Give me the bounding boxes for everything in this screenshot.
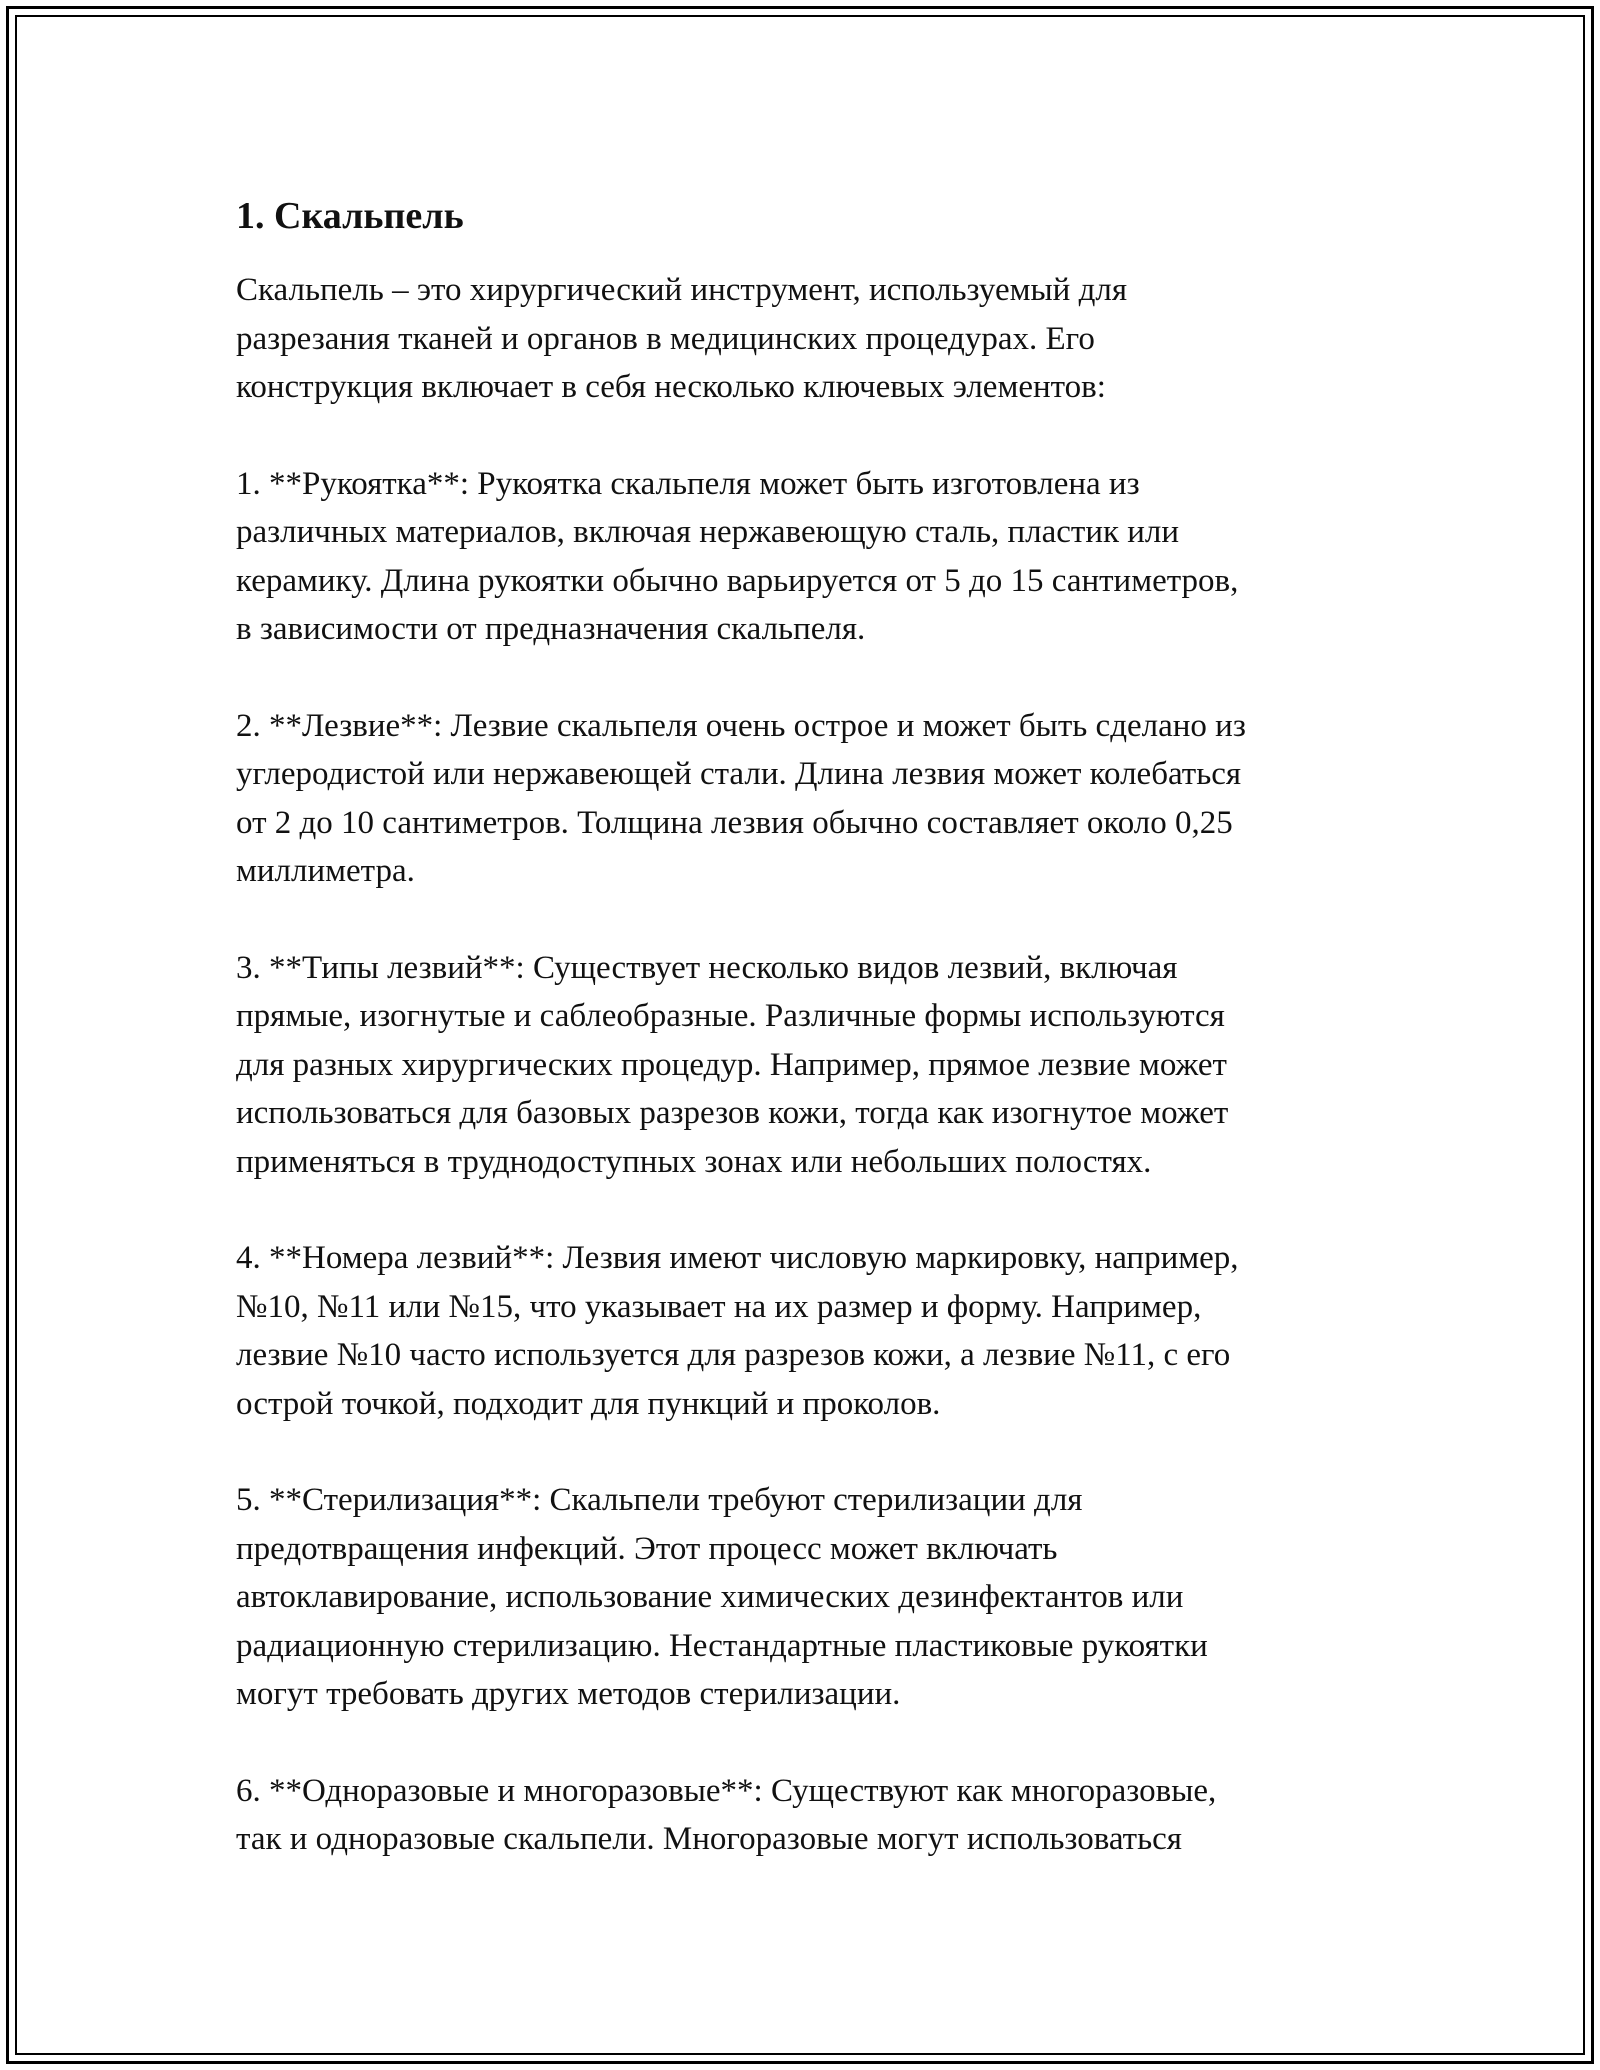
text-line: использоваться для базовых разрезов кожи, тогда как изогнутое может [236, 1095, 1229, 1131]
text-line: 6. **Одноразовые и многоразовые**: Существуют как многоразовые, [236, 1772, 1217, 1809]
text-line: так и одноразовые скальпели. Многоразовые могут использоваться [236, 1821, 1182, 1857]
list-item-handle [236, 460, 1416, 654]
section-heading: 1. Скальпель [236, 195, 464, 237]
text-line: различных материалов, включая нержавеющую сталь, пластик или [236, 514, 1180, 550]
text-line: керамику. Длина рукоятки обычно варьируется от 5 до 15 сантиметров, [236, 562, 1239, 599]
text-line: 2. **Лезвие**: Лезвие скальпеля очень острое и может быть сделано из [236, 707, 1246, 744]
text-line: углеродистой или нержавеющей стали. Длина лезвия может колебаться [236, 756, 1242, 792]
text-line: лезвие №10 часто используется для разрезов кожи, а лезвие №11, с его [236, 1337, 1231, 1373]
text-line: 3. **Типы лезвий**: Существует несколько видов лезвий, включая [236, 949, 1178, 986]
text-line: от 2 до 10 сантиметров. Толщина лезвия обычно составляет около 0,25 [236, 804, 1233, 841]
text-line: 5. **Стерилизация**: Скальпели требуют стерилизации для [236, 1482, 1083, 1518]
text-line: 4. **Номера лезвий**: Лезвия имеют числовую маркировку, например, [236, 1240, 1239, 1276]
list-item-blade [236, 702, 1416, 896]
text-line: разрезания тканей и органов в медицинских процедурах. Его [236, 320, 1095, 357]
intro-paragraph [236, 266, 1416, 412]
text-line: применяться в труднодоступных зонах или небольших полостях. [236, 1143, 1152, 1180]
text-line: могут требовать других методов стерилизации. [236, 1676, 901, 1712]
list-item-blade-numbers [236, 1234, 1416, 1428]
list-item-sterilization [236, 1476, 1416, 1719]
text-line: №10, №11 или №15, что указывает на их размер и форму. Например, [236, 1288, 1202, 1325]
text-line: прямые, изогнутые и саблеобразные. Различные формы используются [236, 998, 1225, 1034]
text-line: Скальпель – это хирургический инструмент, используемый для [236, 272, 1128, 308]
text-line: автоклавирование, использование химических дезинфектантов или [236, 1579, 1184, 1615]
text-line: конструкция включает в себя несколько ключевых элементов: [236, 369, 1106, 405]
text-line: предотвращения инфекций. Этот процесс может включать [236, 1530, 1058, 1567]
text-line: острой точкой, подходит для пункций и проколов. [236, 1385, 941, 1422]
list-item-disposable-reusable [236, 1767, 1416, 1864]
text-line: миллиметра. [236, 853, 415, 889]
text-line: в зависимости от предназначения скальпеля. [236, 611, 866, 647]
document-body [236, 188, 1416, 1912]
text-line: для разных хирургических процедур. Например, прямое лезвие может [236, 1046, 1227, 1083]
list-item-blade-types [236, 944, 1416, 1187]
text-line: 1. **Рукоятка**: Рукоятка скальпеля может быть изготовлена из [236, 465, 1140, 502]
text-line: радиационную стерилизацию. Нестандартные пластиковые рукоятки [236, 1627, 1208, 1664]
